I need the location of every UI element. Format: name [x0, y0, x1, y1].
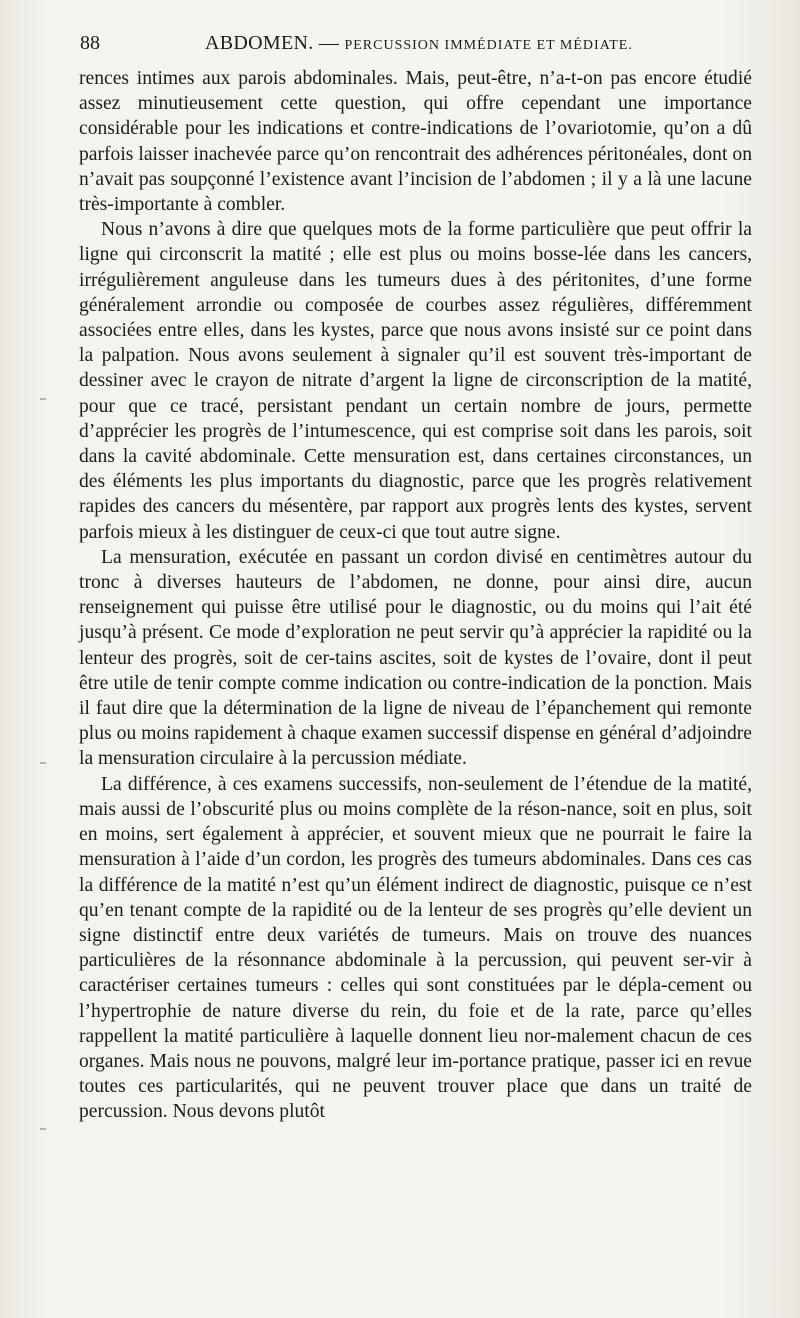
margin-mark: [40, 1128, 46, 1130]
running-head-subtitle: PERCUSSION IMMÉDIATE ET MÉDIATE.: [344, 38, 633, 53]
running-head: [205, 30, 633, 59]
paragraph-shape-of-dullness: Nous n’avons à dire que quelques mots de la forme particulière que peut offrir la ligne qui circonscrit la matité ; elle est plus ou moins bosse-lée dans les cancers, irrégulièrement anguleuse dans les tumeurs dues à des péritonites, d’une forme généralement arrondie ou composée de courbes assez régulières, différemment associées entre elles, dans les kystes, parce que nous avons insisté sur ce point dans la palpation. Nous avons seulement à signaler qu’il est souvent très-important de dessiner avec le crayon de nitrate d’argent la ligne de circonscription de la matité, pour que ce tracé, persistant pendant un certain nombre de jours, permette d’apprécier les progrès de l’intumescence, qui est comprise soit dans les parois, soit dans la cavité abdominale. Cette mensuration est, dans certaines circonstances, un des éléments les plus importants du diagnostic, parce que les progrès relativement rapides des cancers du mésentère, par rapport aux progrès lents des kystes, servent parfois mieux à les distinguer de ceux-ci que tout autre signe.: [79, 219, 752, 543]
paragraph-continued: rences intimes aux parois abdominales. Mais, peut-être, n’a-t-on pas encore étudié assez minutieusement cette question, qui offre cependant une importance considérable pour les indications et contre-indications de l’ovariotomie, qu’on a dû parfois laisser inachevée parce qu’on rencontrait des adhérences péritonéales, dont on n’avait pas soupçonné l’existence avant l’incision de l’abdomen ; il y a là une lacune très-importante à combler.: [79, 68, 752, 216]
page-number: 88: [80, 32, 100, 54]
paragraph-difference: La différence, à ces examens successifs, non-seulement de l’étendue de la matité, mais aussi de l’obscurité plus ou moins complète de la réson-nance, soit en plus, soit en moins, sert également à apprécier, et souvent mieux que ne pourrait le faire la mensuration à l’aide d’un cordon, les progrès des tumeurs abdominales. Dans ces cas la différence de la matité n’est qu’un élément indirect de diagnostic, puisque ce n’est qu’en tenant compte de la rapidité ou de la lenteur de ses progrès qu’elle devient un signe distinctif entre deux variétés de tumeurs. Mais on trouve des nuances particulières de la résonnance abdominale à la percussion, qui peuvent ser-vir à caractériser certaines tumeurs : celles qui sont constituées par le dépla-cement ou l’hypertrophie de nature diverse du rein, du foie et de la rate, parce qu’elles rappellent la matité particulière à laquelle donnent lieu nor-malement chacun de ces organes. Mais nous ne pouvons, malgré leur im-portance pratique, passer ici en revue toutes ces particularités, qui ne peuvent trouver place que dans un traité de percussion. Nous devons plutôt: [79, 773, 752, 1123]
paragraph-measurement: La mensuration, exécutée en passant un cordon divisé en centimètres autour du tronc à diverses hauteurs de l’abdomen, ne donne, pour ainsi dire, aucun renseignement qui puisse être utilisé pour le diagnostic, ou du moins qui l’ait été jusqu’à présent. Ce mode d’exploration ne peut servir qu’à apprécier la rapidité ou la lenteur des progrès, soit de cer-tains ascites, soit de kystes de l’ovaire, dont il peut être utile de tenir compte comme indication ou contre-indication de la ponction. Mais il faut dire que la détermination de la ligne de niveau de l’épanchement qui remonte plus ou moins rapidement à chaque examen successif dispense en général d’adjoindre la mensuration circulaire à la percussion médiate.: [79, 546, 752, 770]
running-head-dash: —: [318, 32, 340, 54]
page-header: [80, 30, 752, 56]
margin-mark: [40, 398, 46, 400]
body-text: [79, 66, 752, 1125]
running-head-title: ABDOMEN.: [205, 32, 314, 54]
margin-mark: [40, 762, 46, 764]
